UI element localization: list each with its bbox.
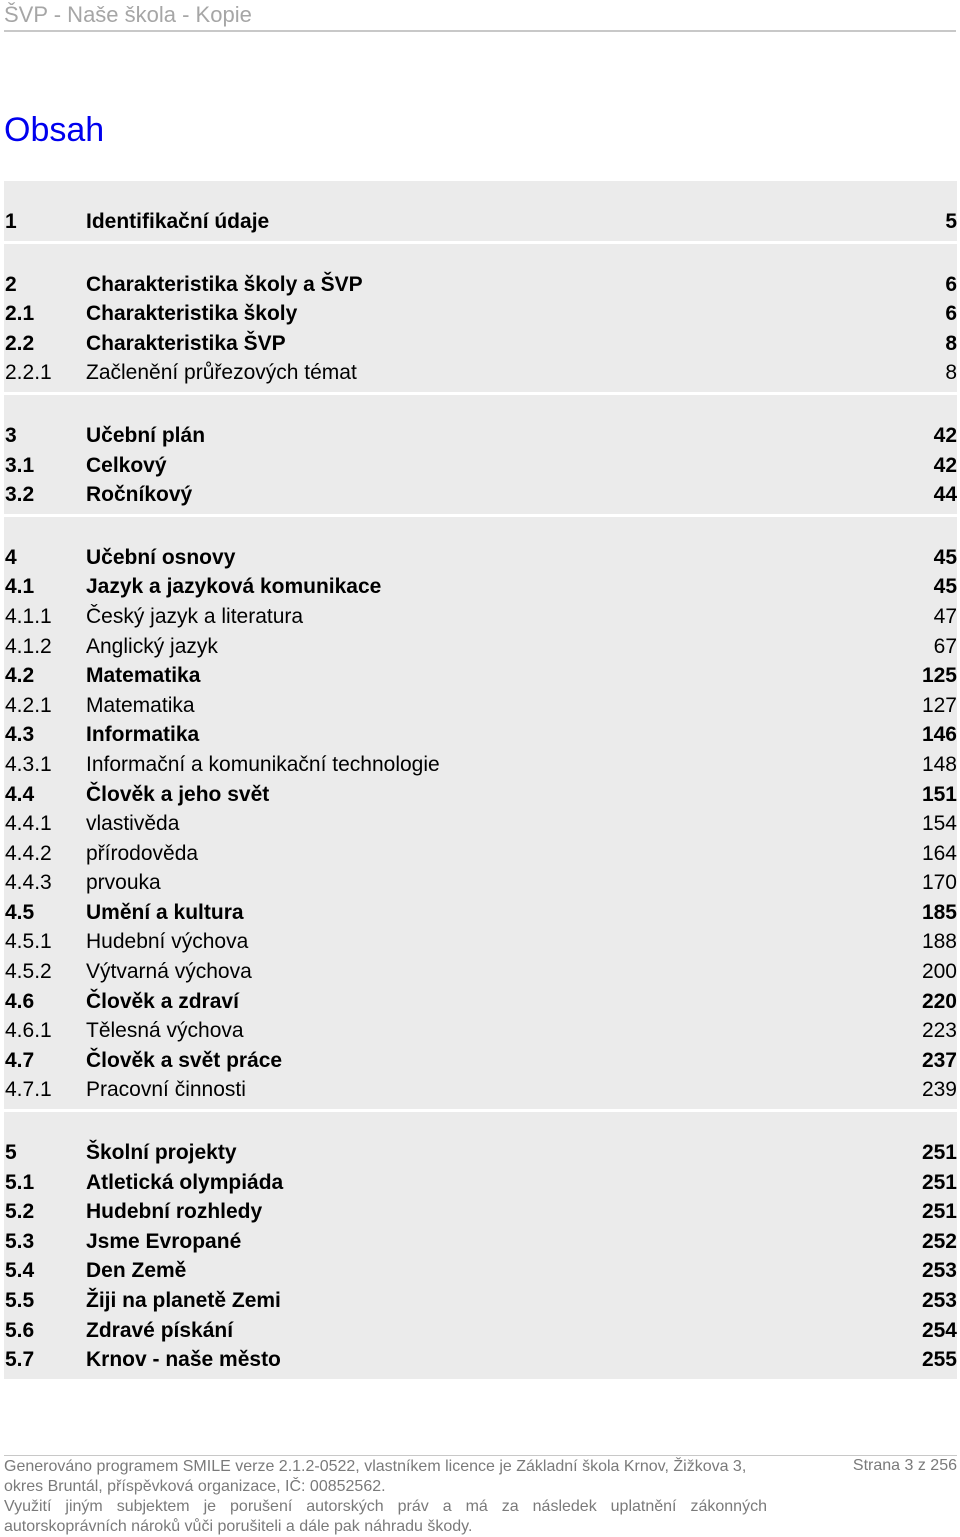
- toc-entry[interactable]: [4, 898, 957, 928]
- toc-entry[interactable]: [4, 1286, 957, 1316]
- toc-entry[interactable]: [4, 809, 957, 839]
- toc-entry-label: Ročníkový: [86, 483, 193, 507]
- toc-entry-page: 170: [921, 871, 957, 895]
- toc-entry-label: Hudební rozhledy: [86, 1200, 263, 1224]
- toc-entry-label: Hudební výchova: [86, 930, 249, 954]
- toc-section: [4, 181, 957, 241]
- toc-entry-number: 4.6.1: [5, 1019, 52, 1043]
- toc-entry-label: Informatika: [86, 723, 200, 747]
- footer-word: zákonných: [690, 1498, 767, 1515]
- toc-entry-number: 4.1.2: [5, 634, 52, 658]
- toc-entry-label: Umění a kultura: [86, 900, 244, 924]
- toc-entry-page: 67: [933, 634, 957, 658]
- toc-entry[interactable]: [4, 572, 957, 602]
- toc-entry[interactable]: [4, 1046, 957, 1076]
- footer-word: porušení: [230, 1498, 293, 1515]
- toc-entry[interactable]: [4, 299, 957, 329]
- toc-entry[interactable]: [4, 207, 957, 237]
- toc-entry-page: 8: [945, 331, 957, 355]
- toc-entry-label: Identifikační údaje: [86, 210, 270, 233]
- toc-entry-label: Učební plán: [86, 423, 206, 447]
- footer-word: následek: [532, 1498, 597, 1515]
- toc-entry-number: 4.5: [5, 900, 35, 924]
- toc-entry-number: 5.4: [5, 1259, 35, 1283]
- toc-entry-page: 185: [921, 900, 957, 924]
- toc-entry-page: 148: [921, 752, 957, 776]
- footer-word: jiným: [65, 1498, 103, 1515]
- toc-entry-page: 6: [945, 302, 957, 326]
- toc-entry-label: Charakteristika školy: [86, 302, 298, 326]
- toc-entry[interactable]: [4, 691, 957, 721]
- toc-entry[interactable]: [4, 421, 957, 451]
- toc-entry-label: Člověk a zdraví: [86, 989, 239, 1013]
- toc-entry[interactable]: [4, 329, 957, 359]
- document-footer: [4, 1455, 957, 1537]
- toc-entry[interactable]: [4, 543, 957, 573]
- toc-entry-page: 251: [921, 1170, 957, 1194]
- toc-entry-number: 4.5.2: [5, 960, 52, 984]
- toc-entry-page: 45: [933, 545, 957, 569]
- toc-entry-label: prvouka: [86, 871, 161, 895]
- toc-entry-label: Atletická olympiáda: [86, 1170, 284, 1194]
- toc-entry-number: 1: [5, 210, 17, 233]
- toc-entry-label: Tělesná výchova: [86, 1019, 244, 1043]
- table-of-contents: [4, 181, 957, 1382]
- toc-entry-label: Charakteristika školy a ŠVP: [86, 272, 363, 296]
- footer-word: Využití: [4, 1498, 52, 1515]
- toc-entry-number: 4.7: [5, 1048, 35, 1072]
- toc-entry-number: 2.1: [5, 302, 35, 326]
- toc-entry[interactable]: [4, 358, 957, 388]
- toc-section: [4, 1112, 957, 1379]
- toc-entry[interactable]: [4, 1075, 957, 1105]
- toc-entry-label: Matematika: [86, 693, 195, 717]
- toc-entry[interactable]: [4, 1168, 957, 1198]
- toc-entry-number: 2: [5, 272, 17, 296]
- footer-word: má: [465, 1498, 488, 1515]
- footer-copyright-text-2: autorskoprávních nároků vůči porušiteli a dále pak náhradu škody.: [4, 1518, 473, 1535]
- footer-generator-text: Generováno programem SMILE verze 2.1.2-0522, vlastníkem licence je Základní škola Krnov, Žižkova 3,: [4, 1458, 747, 1475]
- toc-entry[interactable]: [4, 957, 957, 987]
- toc-entry-label: Krnov - naše město: [86, 1348, 281, 1372]
- toc-entry-page: 42: [933, 423, 957, 447]
- toc-entry-page: 200: [921, 960, 957, 984]
- toc-entry-label: Výtvarná výchova: [86, 960, 252, 984]
- toc-entry-number: 4.5.1: [5, 930, 52, 954]
- toc-entry-page: 125: [921, 664, 957, 688]
- footer-word: je: [203, 1498, 217, 1515]
- toc-entry[interactable]: [4, 480, 957, 510]
- toc-entry-number: 4.4.1: [5, 812, 52, 836]
- toc-entry-page: 42: [933, 453, 957, 477]
- toc-entry-number: 3.2: [5, 483, 35, 507]
- toc-entry-label: Pracovní činnosti: [86, 1078, 246, 1102]
- footer-organization-text: okres Bruntál, příspěvková organizace, IČ: 00852562.: [4, 1478, 386, 1495]
- toc-entry-number: 4.2.1: [5, 693, 52, 717]
- toc-entry-label: vlastivěda: [86, 812, 180, 836]
- toc-entry-number: 5.1: [5, 1170, 35, 1194]
- toc-entry-number: 4.3.1: [5, 752, 52, 776]
- toc-entry-number: 5.6: [5, 1318, 35, 1342]
- toc-entry-number: 4.2: [5, 664, 35, 688]
- toc-entry[interactable]: [4, 1256, 957, 1286]
- toc-entry-page: 253: [921, 1289, 957, 1312]
- toc-entry-page: 47: [933, 604, 957, 628]
- toc-entry-page: 239: [921, 1078, 957, 1102]
- page-title: Obsah: [4, 111, 105, 149]
- toc-entry-number: 3: [5, 423, 17, 447]
- toc-entry[interactable]: [4, 720, 957, 750]
- toc-entry[interactable]: [4, 1227, 957, 1257]
- toc-section: [4, 517, 957, 1109]
- document-header: [4, 0, 956, 32]
- footer-page-info: Strana 3 z 256: [852, 1457, 957, 1474]
- toc-entry[interactable]: [4, 927, 957, 957]
- toc-entry[interactable]: [4, 750, 957, 780]
- toc-entry-page: 5: [945, 210, 957, 233]
- toc-entry-page: 146: [921, 723, 957, 747]
- toc-entry-label: přírodověda: [86, 841, 199, 865]
- toc-entry-page: 8: [945, 361, 957, 385]
- toc-entry-label: Učební osnovy: [86, 545, 236, 569]
- toc-entry-number: 5.3: [5, 1229, 35, 1253]
- toc-entry-number: 4.3: [5, 723, 35, 747]
- toc-entry-label: Charakteristika ŠVP: [86, 331, 286, 355]
- toc-entry-label: Školní projekty: [86, 1141, 237, 1165]
- toc-entry-page: 127: [921, 693, 957, 717]
- toc-entry[interactable]: [4, 270, 957, 300]
- toc-entry[interactable]: [4, 602, 957, 632]
- footer-word: za: [501, 1498, 519, 1515]
- toc-entry-page: 220: [921, 989, 957, 1013]
- toc-entry-number: 4: [5, 545, 17, 569]
- toc-entry[interactable]: [4, 839, 957, 869]
- toc-entry-page: 164: [921, 841, 957, 865]
- toc-entry-label: Den Země: [86, 1259, 187, 1283]
- toc-entry-label: Žiji na planetě Zemi: [86, 1289, 281, 1312]
- toc-entry-page: 254: [921, 1318, 957, 1342]
- toc-entry-number: 5.2: [5, 1200, 35, 1224]
- toc-entry-label: Člověk a jeho svět: [86, 782, 270, 806]
- toc-entry-label: Jazyk a jazyková komunikace: [86, 575, 382, 599]
- toc-entry[interactable]: [4, 661, 957, 691]
- toc-entry-page: 188: [921, 930, 957, 954]
- toc-entry-number: 4.1: [5, 575, 35, 599]
- footer-word: a: [442, 1498, 452, 1515]
- toc-entry[interactable]: [4, 987, 957, 1017]
- toc-entry-label: Začlenění průřezových témat: [86, 361, 357, 385]
- toc-entry-page: 45: [933, 575, 957, 599]
- toc-entry-number: 5: [5, 1141, 17, 1165]
- footer-word: autorských: [306, 1498, 384, 1515]
- toc-entry[interactable]: [4, 1197, 957, 1227]
- toc-entry-number: 3.1: [5, 453, 35, 477]
- toc-section: [4, 395, 957, 514]
- toc-entry-page: 6: [945, 272, 957, 296]
- header-title: ŠVP - Naše škola - Kopie: [4, 2, 252, 27]
- toc-entry[interactable]: [4, 1016, 957, 1046]
- toc-entry-label: Člověk a svět práce: [86, 1048, 283, 1072]
- toc-entry-page: 44: [933, 483, 957, 507]
- toc-entry-label: Informační a komunikační technologie: [86, 752, 440, 776]
- toc-entry[interactable]: [4, 1345, 957, 1375]
- toc-entry-label: Celkový: [86, 453, 167, 477]
- toc-entry-page: 223: [921, 1019, 957, 1043]
- toc-entry-page: 252: [921, 1229, 957, 1253]
- toc-entry[interactable]: [4, 868, 957, 898]
- toc-entry-number: 4.1.1: [5, 604, 52, 628]
- toc-entry-page: 237: [921, 1048, 957, 1072]
- toc-entry-page: 151: [921, 782, 957, 806]
- toc-entry-number: 4.6: [5, 989, 35, 1013]
- toc-entry-page: 251: [921, 1200, 957, 1224]
- toc-entry-label: Zdravé pískání: [86, 1318, 234, 1342]
- toc-section: [4, 244, 957, 392]
- toc-entry-number: 2.2: [5, 331, 35, 355]
- toc-entry[interactable]: [4, 632, 957, 662]
- toc-entry-number: 4.4.3: [5, 871, 52, 895]
- footer-word: práv: [397, 1498, 429, 1515]
- toc-entry-page: 154: [921, 812, 957, 836]
- toc-entry-label: Jsme Evropané: [86, 1229, 242, 1253]
- toc-entry-number: 4.4.2: [5, 841, 52, 865]
- footer-word: uplatnění: [610, 1498, 677, 1515]
- toc-entry-number: 2.2.1: [5, 361, 52, 385]
- toc-entry-number: 4.4: [5, 782, 35, 806]
- toc-entry[interactable]: [4, 1316, 957, 1346]
- toc-entry[interactable]: [4, 780, 957, 810]
- toc-entry-label: Matematika: [86, 664, 201, 688]
- toc-entry-page: 251: [921, 1141, 957, 1165]
- toc-entry-number: 4.7.1: [5, 1078, 52, 1102]
- toc-entry[interactable]: [4, 451, 957, 481]
- toc-entry-page: 255: [921, 1348, 957, 1372]
- toc-entry[interactable]: [4, 1138, 957, 1168]
- toc-entry-label: Český jazyk a literatura: [86, 604, 304, 628]
- footer-word: subjektem: [116, 1498, 190, 1515]
- footer-copyright-text: [4, 1497, 767, 1517]
- toc-entry-number: 5.7: [5, 1348, 35, 1372]
- toc-entry-label: Anglický jazyk: [86, 634, 218, 658]
- toc-entry-number: 5.5: [5, 1289, 35, 1312]
- toc-entry-page: 253: [921, 1259, 957, 1283]
